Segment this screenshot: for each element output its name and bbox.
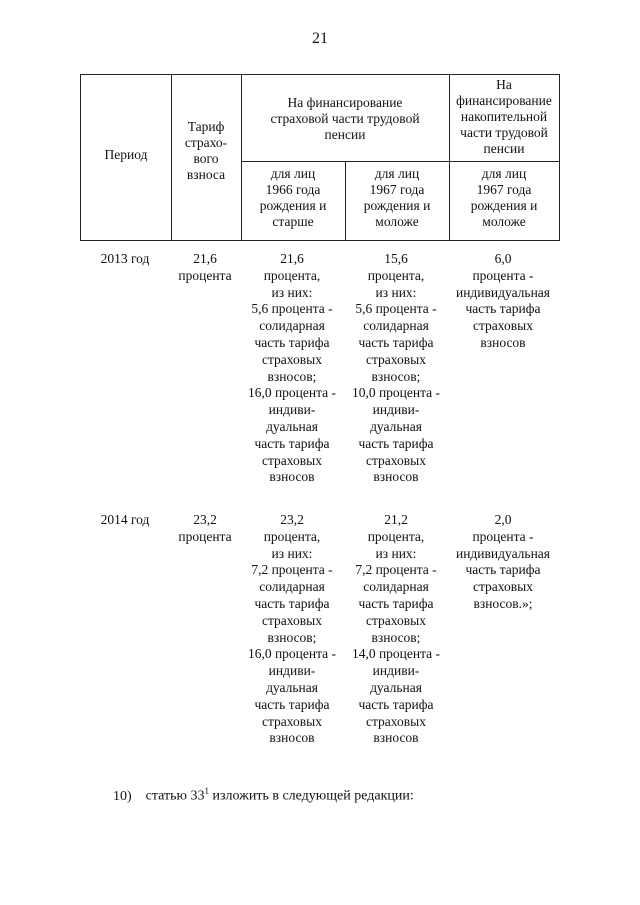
header-funded-part: На финансирование накопительной части трудовой пенсии: [456, 77, 552, 156]
paragraph-number: 10): [113, 788, 132, 804]
row-2013-tariff: 21,6 процента: [178, 251, 232, 283]
row-2013-year: 2013 год: [100, 251, 150, 266]
header-period: Период: [104, 147, 148, 162]
row-2014-younger: 21,2 процента, из них: 7,2 процента - солидарная часть тарифа страховых взносов; 14,0 процента - индиви- дуальная часть тарифа страховых взносов: [351, 512, 441, 746]
row-2014-year: 2014 год: [100, 512, 150, 527]
row-2013-younger: 15,6 процента, из них: 5,6 процента - солидарная часть тарифа страховых взносов; 10,0 процента - индиви- дуальная часть тарифа страховых взносов: [351, 251, 441, 485]
header-tariff: Тариф страхо- вого взноса: [184, 119, 228, 182]
amendment-paragraph: [113, 786, 414, 805]
page-number: 21: [312, 30, 328, 47]
row-2013-older: 21,6 процента, из них: 5,6 процента - солидарная часть тарифа страховых взносов; 16,0 процента - индиви- дуальная часть тарифа страховых взносов: [247, 251, 337, 485]
row-2014-older: 23,2 процента, из них: 7,2 процента - солидарная часть тарифа страховых взносов; 16,0 процента - индиви- дуальная часть тарифа страховых взносов: [247, 512, 337, 746]
row-2014-funded: 2,0 процента - индивидуальная часть тарифа страховых взносов.»;: [455, 512, 550, 611]
row-2014-tariff: 23,2 процента: [178, 512, 232, 544]
table-header: [80, 74, 560, 241]
header-sub-1966: для лиц 1966 года рождения и старше: [259, 166, 327, 229]
header-insurance-part: На финансирование страховой части трудовой пенсии: [270, 95, 420, 142]
row-2013-funded: 6,0 процента - индивидуальная часть тарифа страховых взносов: [455, 251, 550, 350]
paragraph-text: статью $33^1$ изложить в следующей редакции:: [145, 786, 414, 804]
header-sub-1967-funded: для лиц 1967 года рождения и моложе: [470, 166, 538, 229]
header-sub-1967-insurance: для лиц 1967 года рождения и моложе: [363, 166, 431, 229]
